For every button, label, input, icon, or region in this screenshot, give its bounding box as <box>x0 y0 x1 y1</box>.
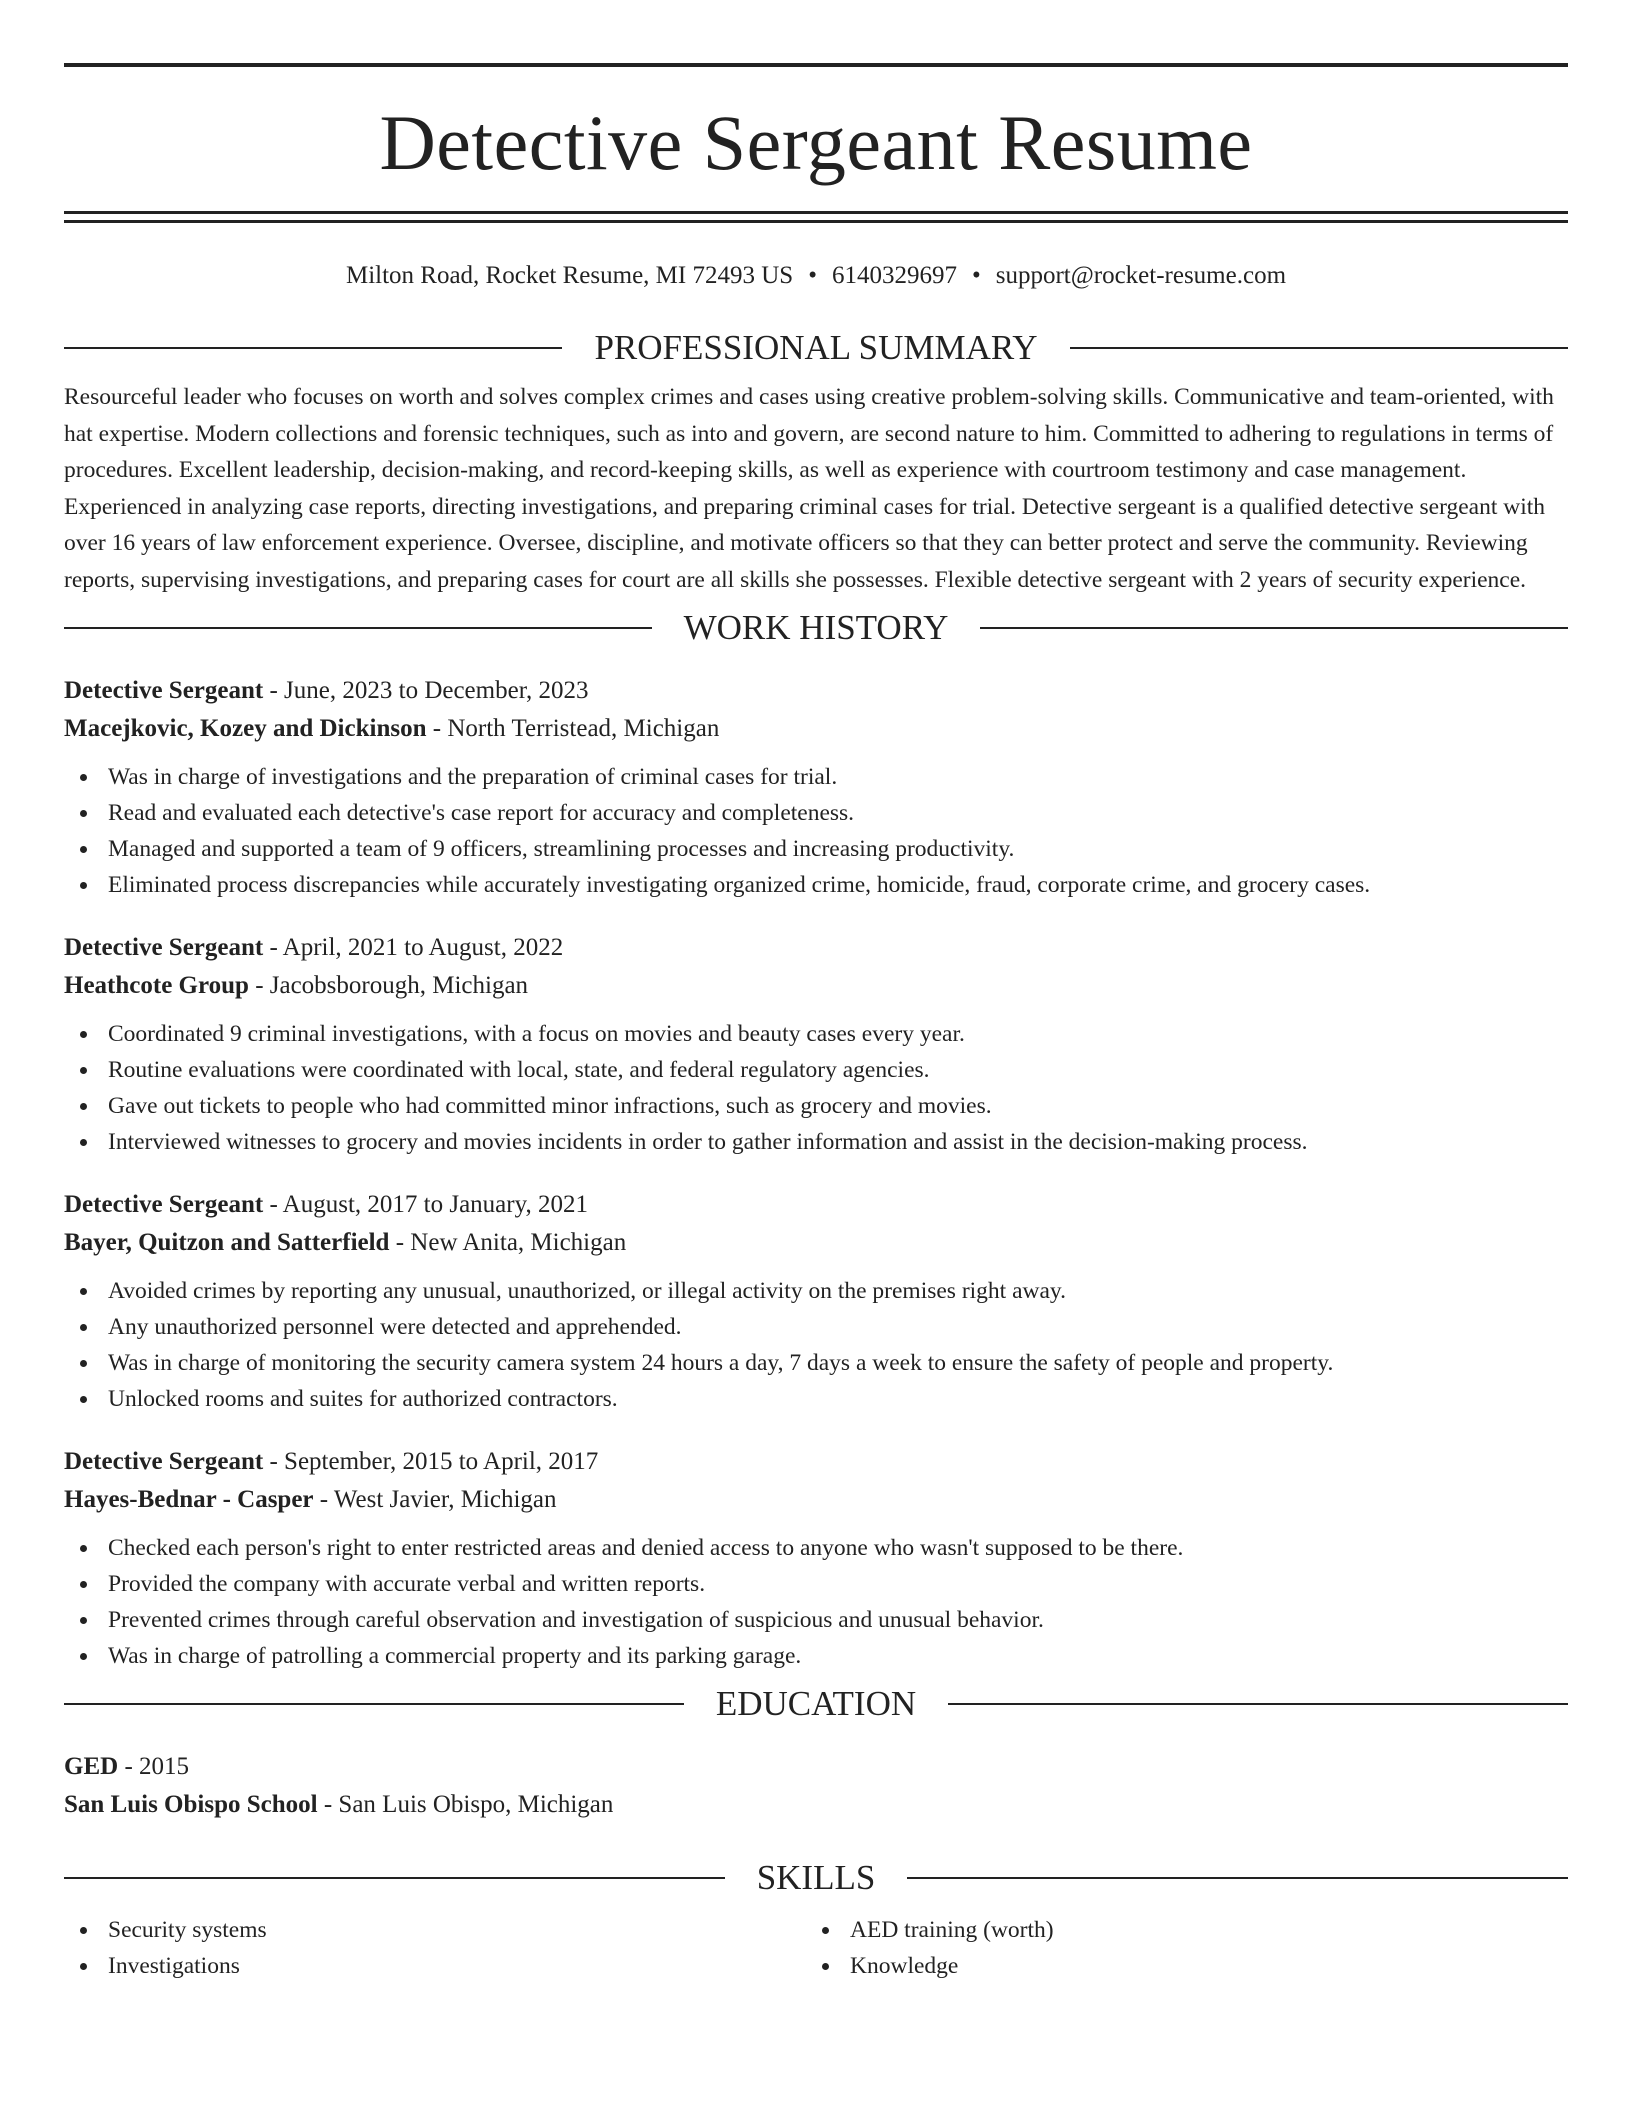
job-dates: - June, 2023 to December, 2023 <box>263 677 589 704</box>
summary-heading: PROFESSIONAL SUMMARY <box>594 328 1038 367</box>
resume-page <box>64 0 1568 1984</box>
job-company-line <box>64 710 1568 748</box>
contact-email: support@rocket-resume.com <box>995 262 1287 289</box>
job-entry <box>64 672 1568 903</box>
education-location: - San Luis Obispo, Michigan <box>317 1791 614 1818</box>
list-item: Read and evaluated each detective's case report for accuracy and completeness. <box>64 795 1568 831</box>
education-year: - 2015 <box>118 1753 190 1780</box>
resume-title: Detective Sergeant Resume <box>379 99 1253 186</box>
job-company-line <box>64 1481 1568 1519</box>
contact-address: Milton Road, Rocket Resume, MI 72493 US <box>345 262 794 289</box>
list-item: Was in charge of patrolling a commercial property and its parking garage. <box>64 1638 1568 1674</box>
heading-rule-right <box>980 627 1568 629</box>
heading-rule-right <box>948 1703 1568 1705</box>
job-title-line <box>64 929 1568 967</box>
job-company: Macejkovic, Kozey and Dickinson <box>64 715 427 742</box>
list-item: Knowledge <box>806 1948 1548 1984</box>
contact-phone: 6140329697 <box>831 262 957 289</box>
work-section-heading <box>64 608 1568 648</box>
job-company: Bayer, Quitzon and Satterfield <box>64 1229 390 1256</box>
job-title-line <box>64 672 1568 710</box>
education-entry <box>64 1748 1568 1824</box>
contact-line <box>64 261 1568 291</box>
skills-grid <box>64 1912 1568 1984</box>
list-item: Was in charge of investigations and the preparation of criminal cases for trial. <box>64 759 1568 795</box>
job-bullets <box>64 1016 1568 1160</box>
list-item: AED training (worth) <box>806 1912 1548 1948</box>
summary-text: Resourceful leader who focuses on worth and solves complex crimes and cases using creative problem-solving skills. Communicative and team-oriented, with hat expertise. Modern collections and forensic techniques, such as into and govern, are second nature to him. Committed to adhering to regulations in terms of procedures. Excellent leadership, decision-making, and record-keeping skills, as well as experience with courtroom testimony and case management. Experienced in analyzing case reports, directing investigations, and preparing criminal cases for trial. Detective sergeant is a qualified detective sergeant with over 16 years of law enforcement experience. Oversee, discipline, and motivate officers so that they can better protect and serve the community. Reviewing reports, supervising investigations, and preparing cases for court are all skills she possesses. Flexible detective sergeant with 2 years of security experience. <box>64 384 1554 593</box>
heading-rule-left <box>64 1877 725 1879</box>
list-item: Prevented crimes through careful observation and investigation of suspicious and unusual behavior. <box>64 1602 1568 1638</box>
heading-rule-left <box>64 347 562 349</box>
list-item: Interviewed witnesses to grocery and movies incidents in order to gather information and assist in the decision-making process. <box>64 1124 1568 1160</box>
job-bullets <box>64 1273 1568 1417</box>
job-company-line <box>64 967 1568 1005</box>
job-title: Detective Sergeant <box>64 677 264 704</box>
top-rule <box>64 63 1568 67</box>
job-location: - New Anita, Michigan <box>389 1229 627 1256</box>
education-degree-line <box>64 1748 1568 1786</box>
list-item: Eliminated process discrepancies while accurately investigating organized crime, homicide, fraud, corporate crime, and grocery cases. <box>64 867 1568 903</box>
contact-separator: • <box>971 262 981 289</box>
job-title: Detective Sergeant <box>64 1191 264 1218</box>
education-heading: EDUCATION <box>715 1684 917 1723</box>
skills-heading: SKILLS <box>756 1858 876 1897</box>
job-dates: - April, 2021 to August, 2022 <box>263 934 564 961</box>
contact-separator: • <box>808 262 817 289</box>
skills-list-right <box>806 1912 1548 1984</box>
heading-rule-right <box>907 1877 1568 1879</box>
list-item: Checked each person's right to enter restricted areas and denied access to anyone who wasn't supposed to be there. <box>64 1530 1568 1566</box>
list-item: Coordinated 9 criminal investigations, with a focus on movies and beauty cases every year. <box>64 1016 1568 1052</box>
summary-section-heading <box>64 328 1568 368</box>
skills-section-heading <box>64 1858 1568 1898</box>
job-entry <box>64 1186 1568 1417</box>
job-title: Detective Sergeant <box>64 1448 264 1475</box>
job-dates: - September, 2015 to April, 2017 <box>263 1448 599 1475</box>
heading-rule-right <box>1070 347 1568 349</box>
job-entry <box>64 1443 1568 1674</box>
list-item: Unlocked rooms and suites for authorized contractors. <box>64 1381 1568 1417</box>
work-heading: WORK HISTORY <box>683 608 949 647</box>
job-company: Hayes-Bednar - Casper <box>64 1486 314 1513</box>
job-title: Detective Sergeant <box>64 934 264 961</box>
education-degree: GED <box>64 1753 119 1780</box>
list-item: Provided the company with accurate verbal and written reports. <box>64 1566 1568 1602</box>
title-double-rule <box>64 211 1568 223</box>
list-item: Avoided crimes by reporting any unusual, unauthorized, or illegal activity on the premises right away. <box>64 1273 1568 1309</box>
job-dates: - August, 2017 to January, 2021 <box>263 1191 588 1218</box>
list-item: Security systems <box>64 1912 806 1948</box>
list-item: Any unauthorized personnel were detected and apprehended. <box>64 1309 1568 1345</box>
list-item: Routine evaluations were coordinated with local, state, and federal regulatory agencies. <box>64 1052 1568 1088</box>
job-company: Heathcote Group <box>64 972 249 999</box>
list-item: Gave out tickets to people who had committed minor infractions, such as grocery and movies. <box>64 1088 1568 1124</box>
skills-list-left <box>64 1912 806 1984</box>
job-bullets <box>64 759 1568 903</box>
list-item: Was in charge of monitoring the security camera system 24 hours a day, 7 days a week to ensure the safety of people and property. <box>64 1345 1568 1381</box>
list-item: Investigations <box>64 1948 806 1984</box>
heading-rule-left <box>64 1703 684 1705</box>
job-company-line <box>64 1224 1568 1262</box>
job-title-line <box>64 1443 1568 1481</box>
heading-rule-left <box>64 627 652 629</box>
job-location: - West Javier, Michigan <box>313 1486 557 1513</box>
list-item: Managed and supported a team of 9 officers, streamlining processes and increasing productivity. <box>64 831 1568 867</box>
job-location: - Jacobsborough, Michigan <box>248 972 529 999</box>
job-title-line <box>64 1186 1568 1224</box>
education-school: San Luis Obispo School <box>64 1791 318 1818</box>
education-school-line <box>64 1786 1568 1824</box>
education-section-heading <box>64 1684 1568 1724</box>
job-entry <box>64 929 1568 1160</box>
job-bullets <box>64 1530 1568 1674</box>
job-location: - North Terristead, Michigan <box>426 715 720 742</box>
